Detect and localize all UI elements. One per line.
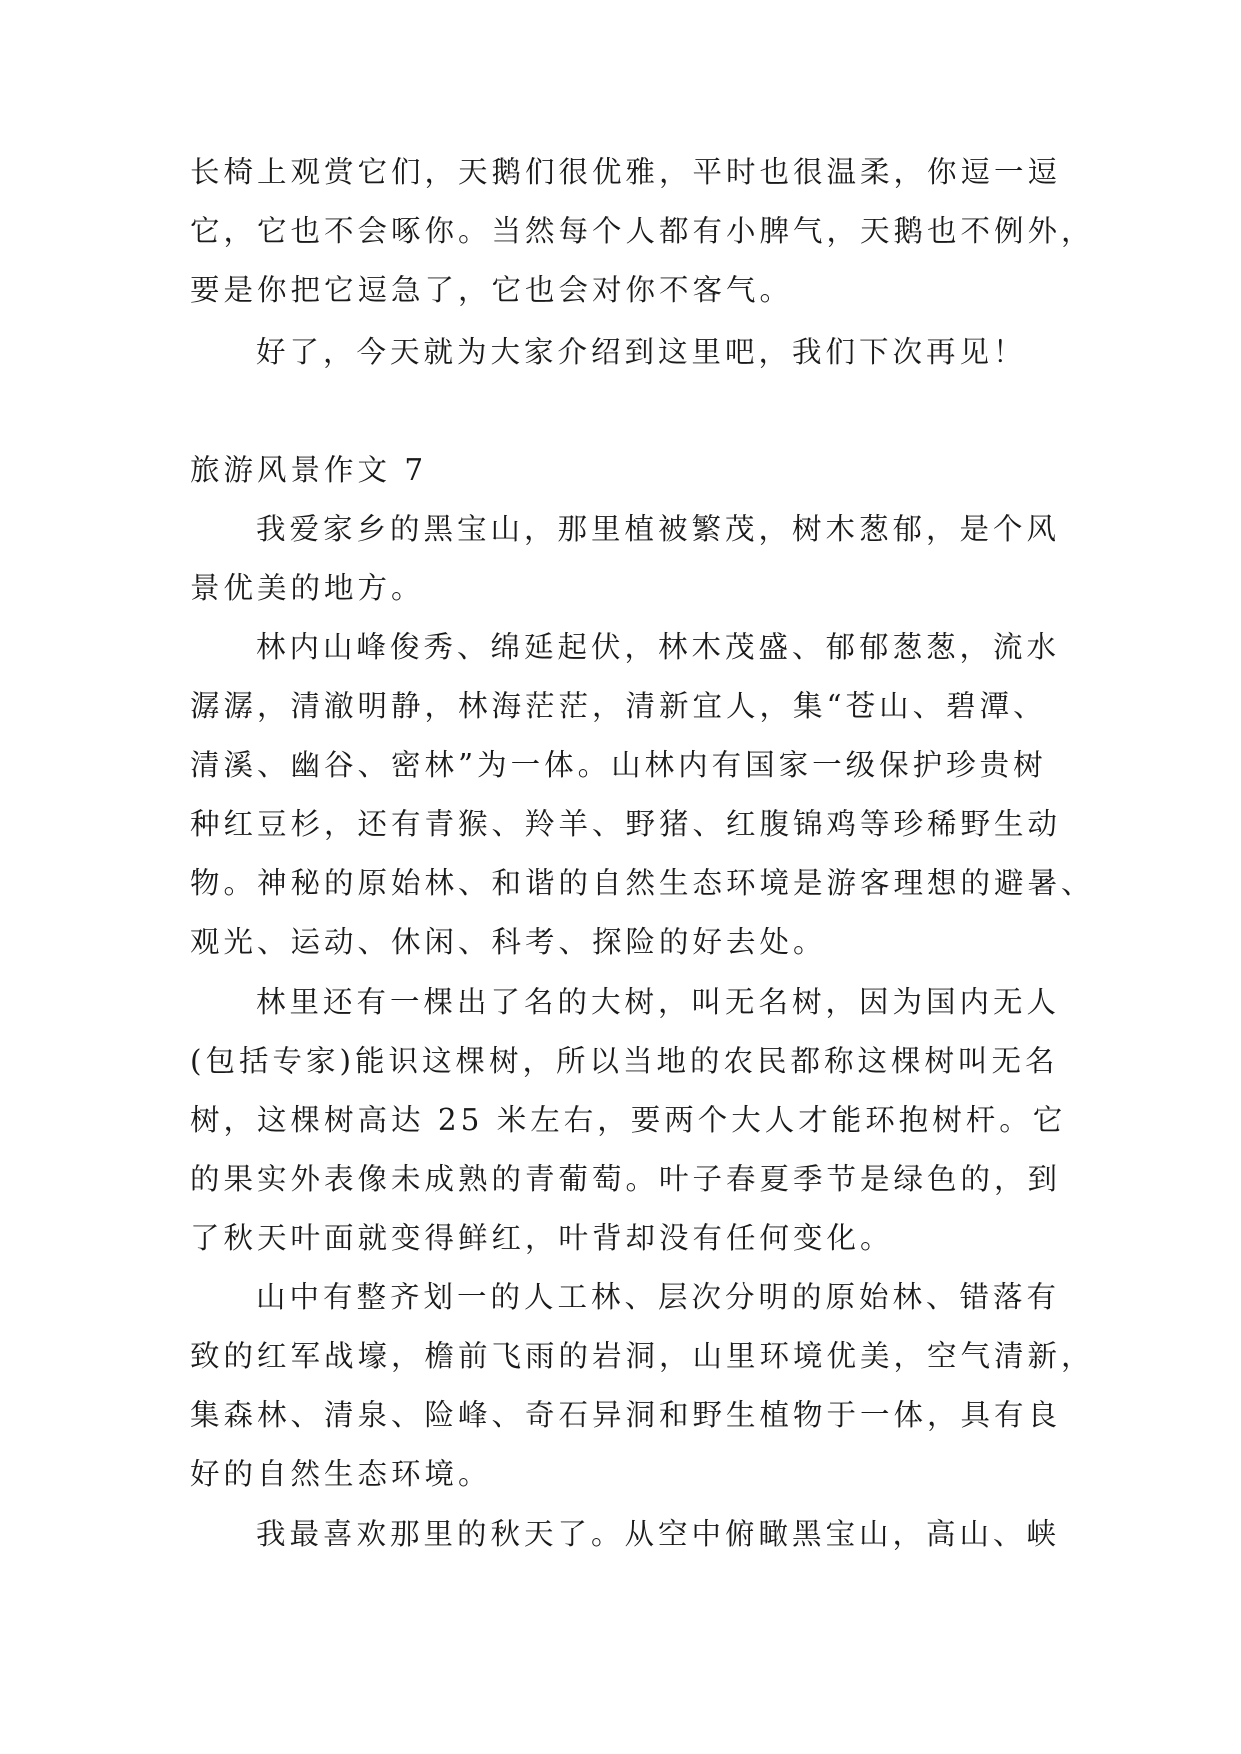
essay-title: 旅游风景作文 7	[190, 453, 428, 487]
paragraph-line: 好的自然生态环境。	[190, 1457, 492, 1491]
paragraph-line: 我最喜欢那里的秋天了。从空中俯瞰黑宝山，高山、峡	[256, 1517, 1061, 1551]
paragraph-line: 树，这棵树高达 25 米左右，要两个大人才能环抱树杆。它	[190, 1103, 1067, 1137]
paragraph-line: 它，它也不会啄你。当然每个人都有小脾气，天鹅也不例外，	[190, 214, 1095, 248]
paragraph-line: 种红豆杉，还有青猴、羚羊、野猪、红腹锦鸡等珍稀野生动	[190, 807, 1062, 841]
paragraph-line: 集森林、清泉、险峰、奇石异洞和野生植物于一体，具有良	[190, 1398, 1062, 1432]
paragraph-line: (包括专家)能识这棵树，所以当地的农民都称这棵树叫无名	[190, 1044, 1059, 1078]
paragraph-line: 我爱家乡的黑宝山，那里植被繁茂，树木葱郁，是个风	[256, 512, 1061, 546]
paragraph-line: 观光、运动、休闲、科考、探险的好去处。	[190, 925, 827, 959]
paragraph-line: 山中有整齐划一的人工林、层次分明的原始林、错落有	[256, 1280, 1061, 1314]
paragraph-line: 清溪、幽谷、密林”为一体。山林内有国家一级保护珍贵树	[190, 748, 1047, 782]
paragraph-line: 景优美的地方。	[190, 571, 425, 605]
paragraph-line: 要是你把它逗急了，它也会对你不客气。	[190, 273, 794, 307]
paragraph-line: 林里还有一棵出了名的大树，叫无名树，因为国内无人	[256, 985, 1061, 1019]
paragraph-line: 致的红军战壕，檐前飞雨的岩洞，山里环境优美，空气清新，	[190, 1339, 1095, 1373]
paragraph-line: 长椅上观赏它们，天鹅们很优雅，平时也很温柔，你逗一逗	[190, 155, 1062, 189]
paragraph-line: 物。神秘的原始林、和谐的自然生态环境是游客理想的避暑、	[190, 866, 1095, 900]
paragraph-line: 了秋天叶面就变得鲜红，叶背却没有任何变化。	[190, 1221, 894, 1255]
paragraph-line: 的果实外表像未成熟的青葡萄。叶子春夏季节是绿色的，到	[190, 1162, 1062, 1196]
closing-line: 好了，今天就为大家介绍到这里吧，我们下次再见！	[256, 335, 1027, 369]
paragraph-line: 林内山峰俊秀、绵延起伏，林木茂盛、郁郁葱葱，流水	[256, 630, 1061, 664]
paragraph-line: 潺潺，清澈明静，林海茫茫，清新宜人，集“苍山、碧潭、	[190, 689, 1047, 723]
